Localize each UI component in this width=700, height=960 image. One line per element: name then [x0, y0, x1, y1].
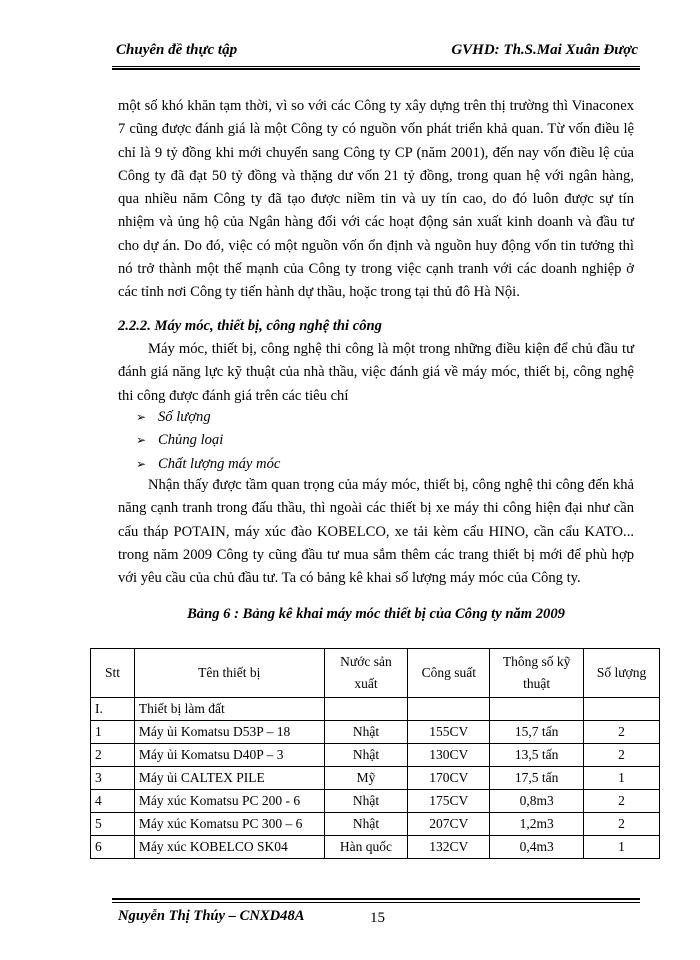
table-cell: Máy ủi Komatsu D40P – 3	[134, 744, 324, 767]
table-row	[91, 836, 660, 859]
table-cell: 1,2m3	[490, 813, 584, 836]
table-cell: 132CV	[408, 836, 490, 859]
table-cell: Nhật	[324, 721, 408, 744]
table-row	[91, 790, 660, 813]
arrow-bullet-icon: ➢	[136, 456, 147, 471]
table-cell: 2	[584, 813, 660, 836]
table-cell: 207CV	[408, 813, 490, 836]
table-cell: Máy ủi Komatsu D53P – 18	[134, 721, 324, 744]
table-group-row	[91, 698, 660, 721]
header-cell: Công suất	[408, 649, 490, 698]
table-cell: 2	[584, 790, 660, 813]
table-cell: 175CV	[408, 790, 490, 813]
cell: Thiết bị làm đất	[134, 698, 324, 721]
table-cell: 17,5 tấn	[490, 767, 584, 790]
table-cell	[490, 698, 584, 721]
table-cell	[584, 698, 660, 721]
table-cell: 13,5 tấn	[490, 744, 584, 767]
table-cell: Nhật	[324, 744, 408, 767]
table-cell: 0,4m3	[490, 836, 584, 859]
page-header	[112, 36, 640, 67]
table-cell: Máy xúc Komatsu PC 300 – 6	[134, 813, 324, 836]
header-cell: Tên thiết bị	[134, 649, 324, 698]
table-cell: Máy xúc KOBELCO SK04	[134, 836, 324, 859]
table-row	[91, 767, 660, 790]
table-row	[91, 813, 660, 836]
table-cell: Mỹ	[324, 767, 408, 790]
table-cell: 1	[584, 767, 660, 790]
table-cell: Máy xúc Komatsu PC 200 - 6	[134, 790, 324, 813]
table-cell: 15,7 tấn	[490, 721, 584, 744]
equipment-table	[90, 648, 660, 859]
table-cell: 5	[91, 813, 135, 836]
cell: I.	[91, 698, 135, 721]
table-row	[91, 744, 660, 767]
header-cell: Thông số kỹ thuật	[490, 649, 584, 698]
table-row	[91, 721, 660, 744]
arrow-bullet-icon: ➢	[136, 410, 147, 424]
criteria-list	[136, 406, 280, 476]
section-heading: 2.2.2. Máy móc, thiết bị, công nghệ thi công	[118, 318, 382, 334]
paragraph-machinery-intro: Máy móc, thiết bị, công nghệ thi công là một trong những điều kiện để chủ đầu tư đánh giá năng lực kỹ thuật của nhà thầu, việc đánh giá về máy móc, thiết bị, công nghệ thi công được đánh giá trên các tiêu chí	[118, 341, 634, 404]
table-cell: Máy ủi CALTEX PILE	[134, 767, 324, 790]
table-cell: 6	[91, 836, 135, 859]
table-cell	[324, 698, 408, 721]
table-cell: 1	[91, 721, 135, 744]
list-item: ➢ Chủng loại	[136, 429, 280, 452]
paragraph-capital: một số khó khăn tạm thời, vì so với các Công ty xây dựng trên thị trường thì Vinaconex 7 cũng được đánh giá là một Công ty có nguồn vốn phát triển khả quan. Từ vốn điều lệ chỉ là 9 tỷ đồng khi mới chuyển sang Công ty CP (năm 2001), đến nay vốn điều lệ của Công ty đã đạt 50 tỷ đồng và thặng dư vốn 21 tỷ đồng, trong quan hệ với ngân hàng, qua nhiều năm Công ty đã tạo được niềm tin và uy tín cao, do đó luôn được sự tín nhiệm và ủng hộ của Ngân hàng đối với các hoạt động sản xuất kinh doanh và đầu tư cho dự án. Do đó, việc có một nguồn vốn ổn định và nguồn huy động vốn tin tưởng thì nó trở thành một thế mạnh của Công ty trong việc cạnh tranh với các doanh nghiệp ở các tỉnh nơi Công ty tiến hành dự thầu, hoặc trong tại thủ đô Hà Nội.	[118, 98, 634, 301]
paragraph-equipment: Nhận thấy được tầm quan trọng của máy móc, thiết bị, công nghệ thi công đến khả năng cạnh tranh trong đấu thầu, thì ngoài các thiết bị xe máy thi công hiện đại như cần cẩu tháp POTAIN, máy xúc đào KOBELCO, xe tải kèm cẩu HINO, cần cẩu KATO... trong năm 2009 Công ty cũng đầu tư mua sắm thêm các trang thiết bị mới để phù hợp với yêu cầu của chủ đầu tư. Ta có bảng kê khai số lượng máy móc của Công ty.	[118, 477, 634, 587]
header-supervisor: GVHD: Th.S.Mai Xuân Được	[451, 42, 638, 58]
table-cell: 4	[91, 790, 135, 813]
table-cell: 1	[584, 836, 660, 859]
arrow-bullet-icon: ➢	[136, 433, 147, 448]
table-title: Bảng 6 : Bảng kê khai máy móc thiết bị của Công ty năm 2009	[187, 606, 565, 622]
header-cell: Nước sản xuất	[324, 649, 408, 698]
header-cell: Stt	[91, 649, 135, 698]
table-cell: Nhật	[324, 813, 408, 836]
table-cell: 130CV	[408, 744, 490, 767]
table-cell: 2	[91, 744, 135, 767]
table-cell: 0,8m3	[490, 790, 584, 813]
table-cell	[408, 698, 490, 721]
header-title: Chuyên đề thực tập	[116, 42, 238, 58]
table-cell: Nhật	[324, 790, 408, 813]
footer-divider	[112, 898, 640, 900]
table-header-row	[91, 649, 660, 698]
table-cell: 3	[91, 767, 135, 790]
table-cell: 170CV	[408, 767, 490, 790]
table-cell: 2	[584, 721, 660, 744]
table-cell: 155CV	[408, 721, 490, 744]
list-item: ➢ Số lượng	[136, 406, 280, 429]
page-number: 15	[370, 910, 385, 926]
table-cell: Hàn quốc	[324, 836, 408, 859]
table-cell: 2	[584, 744, 660, 767]
list-item: ➢ Chất lượng máy móc	[136, 453, 280, 476]
footer-author: Nguyễn Thị Thúy – CNXD48A	[118, 908, 305, 924]
header-cell: Số lượng	[584, 649, 660, 698]
